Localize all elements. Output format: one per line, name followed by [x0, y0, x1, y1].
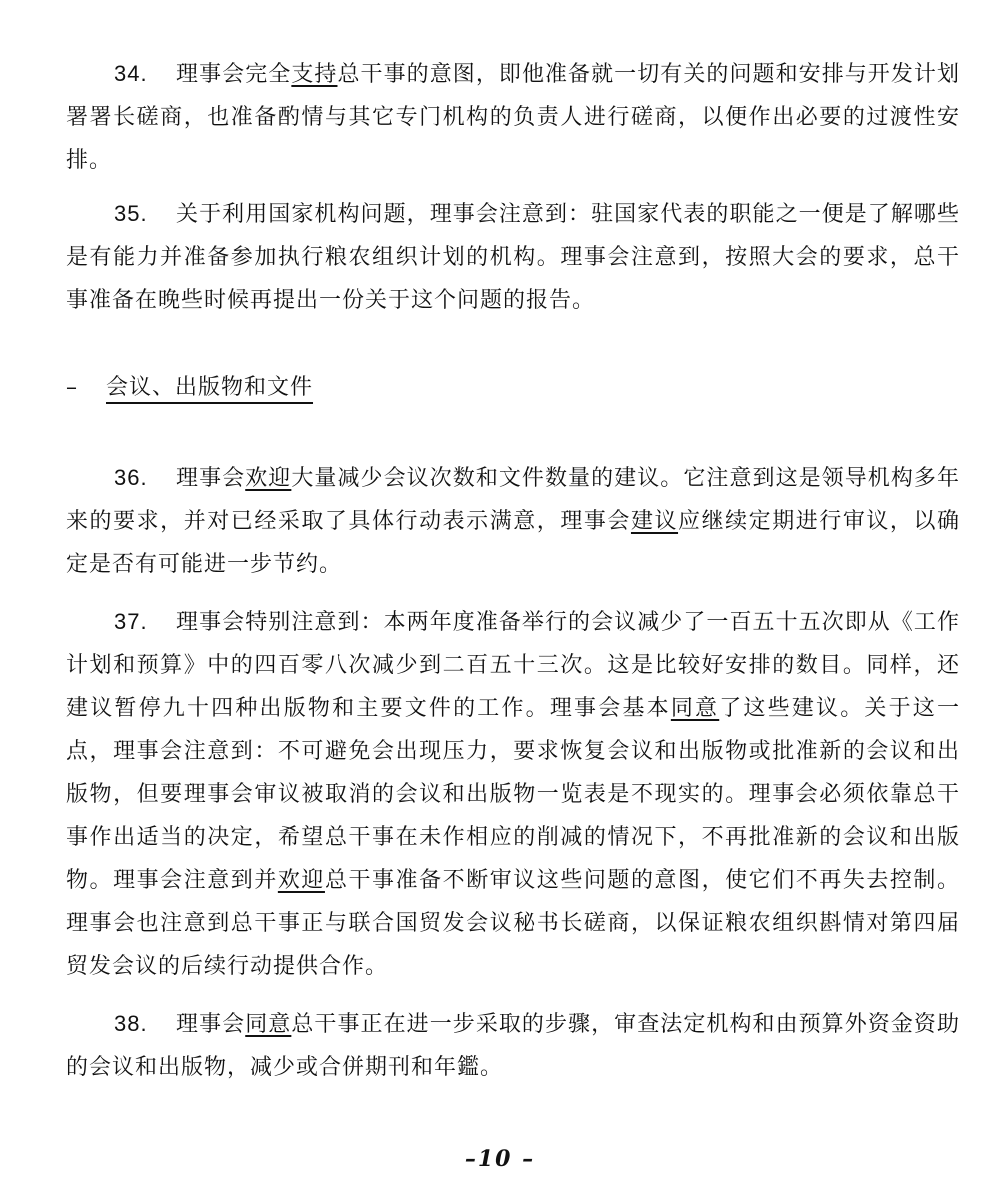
- underlined-text: 欢迎: [277, 868, 325, 893]
- text-segment: 理事会完全: [176, 62, 292, 87]
- paragraph-34: [66, 52, 960, 182]
- heading-dash: –: [66, 375, 78, 400]
- heading-text: 会议、出版物和文件: [106, 375, 314, 400]
- paragraph-number: 38.: [114, 1011, 148, 1036]
- text-segment: 理事会特别注意到：本两年度准备举行的会议减少了一百五十五次即从《工作计划和预算》中的四百零八次减少到二百五十三次。这是比较好安排的数目。同样，还建议暂停九十四种出版物和主要文件的工作。理事会基本: [66, 610, 960, 721]
- paragraph-38: [66, 1002, 960, 1089]
- text-segment: 理事会: [176, 1012, 246, 1037]
- text-segment: 了这些建议。关于这一点，理事会注意到：不可避免会出现压力，要求恢复会议和出版物或批准新的会议和出版物，但要理事会审议被取消的会议和出版物一览表是不现实的。理事会必须依靠总干事作出适当的决定，希望总干事在未作相应的削减的情况下，不再批准新的会议和出版物。理事会注意到并: [66, 696, 960, 893]
- text-segment: 总干事的意图，即他准备就一切有关的问题和安排与开发计划署署长磋商，也准备酌情与其它专门机构的负责人进行磋商，以便作出必要的过渡性安排。: [66, 62, 960, 173]
- text-segment: 应继续定期进行审议，以确定是否有可能进一步节约。: [66, 509, 960, 577]
- text-segment: 总干事准备不断审议这些问题的意图，使它们不再失去控制。理事会也注意到总干事正与联合国贸发会议秘书长磋商，以保证粮农组织斟情对第四届贸发会议的后续行动提供合作。: [66, 868, 960, 979]
- paragraph-body: [66, 610, 960, 979]
- section-heading: [66, 366, 313, 409]
- underlined-text: 同意: [245, 1012, 292, 1037]
- underlined-text: 建议: [630, 509, 679, 534]
- paragraph-body: [66, 202, 960, 313]
- paragraph-number: 34.: [114, 61, 148, 86]
- text-segment: 总干事正在进一步采取的步骤，审查法定机构和由预算外资金资助的会议和出版物，减少或合併期刊和年鑑。: [66, 1012, 960, 1080]
- paragraph-number: 37.: [114, 609, 148, 634]
- underlined-text: 欢迎: [245, 466, 292, 491]
- paragraph-35: [66, 192, 960, 322]
- paragraph-36: [66, 456, 960, 586]
- paragraph-number: 35.: [114, 201, 148, 226]
- paragraph-number: 36.: [114, 465, 148, 490]
- page-number: –10 –: [464, 1146, 536, 1172]
- text-segment: 关于利用国家机构问题，理事会注意到：驻国家代表的职能之一便是了解哪些是有能力并准备参加执行粮农组织计划的机构。理事会注意到，按照大会的要求，总干事准备在晚些时候再提出一份关于这个问题的报告。: [66, 202, 960, 313]
- paragraph-body: [66, 1012, 960, 1080]
- text-segment: 大量减少会议次数和文件数量的建议。它注意到这是领导机构多年来的要求，并对已经采取了具体行动表示满意，理事会: [66, 466, 960, 534]
- paragraph-body: [66, 466, 960, 577]
- underlined-text: 同意: [670, 696, 720, 721]
- text-segment: 理事会: [176, 466, 246, 491]
- paragraph-37: [66, 600, 960, 988]
- underlined-text: 支持: [291, 62, 338, 87]
- paragraph-body: [66, 62, 960, 173]
